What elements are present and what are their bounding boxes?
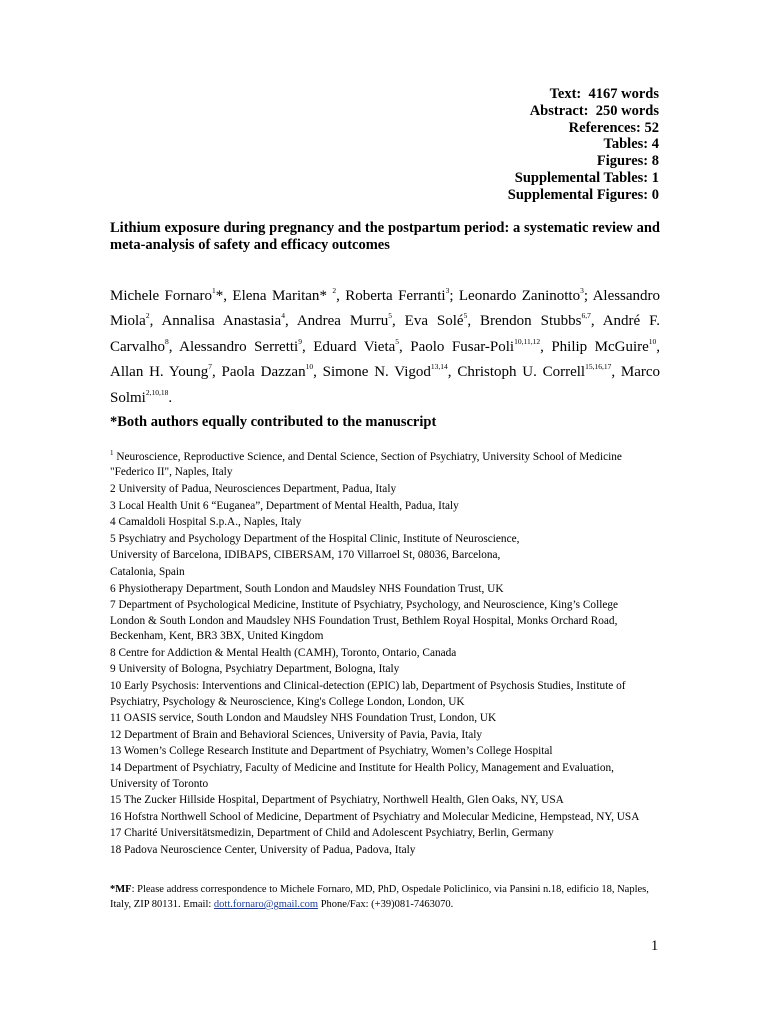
author-affiliation-ref: 2 xyxy=(145,311,150,321)
author-name: Eduard Vieta xyxy=(313,338,396,355)
author-name: Roberta Ferranti xyxy=(345,288,446,304)
author-name: Allan H. Young xyxy=(110,364,209,381)
author xyxy=(332,288,345,304)
author-affiliation-ref: 7 xyxy=(208,362,212,372)
author-affiliation-ref: 6,7 xyxy=(581,311,591,321)
author-separator: , xyxy=(590,313,603,330)
affiliation-text: 14 Department of Psychiatry, Faculty of Medicine and Institute for Health Policy, Management and Evaluation, University of Toronto xyxy=(110,762,614,790)
affiliation-text: 3 Local Health Unit 6 “Euganea”, Department of Mental Health, Padua, Italy xyxy=(110,499,459,512)
stat-label: Supplemental Figures: xyxy=(507,186,649,203)
affiliation xyxy=(110,582,650,598)
correspondence-text: : Please address correspondence to Michele Fornaro, MD, PhD, Ospedale Policlinico, via Pansini n.18, edificio 18, Naples, Italy, ZIP 80131. Email: xyxy=(110,884,649,910)
affiliation xyxy=(110,532,650,548)
affiliation xyxy=(110,826,650,842)
affiliation-text: 8 Centre for Addiction & Mental Health (CAMH), Toronto, Ontario, Canada xyxy=(110,646,457,659)
affiliation-text: Neuroscience, Reproductive Science, and Dental Science, Section of Psychiatry, University School of Medicine "Federico II", Naples, Italy xyxy=(110,450,622,479)
correspondence-note xyxy=(110,882,660,912)
author-separator: , xyxy=(284,313,297,330)
stat-value: 4167 words xyxy=(588,86,659,102)
equal-contribution-note: *Both authors equally contributed to the manuscript xyxy=(110,414,437,430)
affiliation-text: 10 Early Psychosis: Interventions and Clinical-detection (EPIC) lab, Department of Psychosis Studies, Institute of Psychiatry, Psychology & Neuroscience, King's College London, London, UK xyxy=(110,680,626,708)
stat-row xyxy=(508,120,659,137)
author-affiliation-ref: 5 xyxy=(388,311,392,321)
affiliation-text: 11 OASIS service, South London and Maudsley NHS Foundation Trust, London, UK xyxy=(110,712,497,725)
author xyxy=(179,336,314,355)
author xyxy=(323,364,458,380)
author-name: Elena Maritan xyxy=(232,288,320,304)
author-name: Andrea Murru xyxy=(296,313,389,330)
affiliation xyxy=(110,598,650,645)
affiliation-text: 9 University of Bologna, Psychiatry Department, Bologna, Italy xyxy=(110,663,400,676)
author-name: Alessandro Miola xyxy=(110,288,661,330)
author-separator: , xyxy=(336,288,346,304)
correspondence-marker: *MF xyxy=(110,884,132,895)
author-separator: , xyxy=(656,338,661,355)
author-affiliation-ref: 5 xyxy=(463,311,468,321)
page-number: 1 xyxy=(651,938,659,954)
author-name: Paola Dazzan xyxy=(221,364,306,381)
author-separator: *, xyxy=(215,288,233,304)
author-separator: * xyxy=(319,288,327,304)
author xyxy=(222,364,323,380)
author-name: Alessandro Serretti xyxy=(179,338,299,355)
author-separator: , xyxy=(399,338,411,355)
author-name: Brendon Stubbs xyxy=(480,313,582,330)
stat-value: 8 xyxy=(651,153,659,170)
stat-row xyxy=(508,86,659,103)
author-separator: , xyxy=(391,313,405,330)
affiliation xyxy=(110,662,650,678)
author xyxy=(297,313,405,329)
author-separator: , xyxy=(149,313,162,330)
author-affiliation-ref: 2,10,18 xyxy=(145,387,169,397)
author-separator: ; xyxy=(583,288,593,304)
author xyxy=(313,336,411,355)
stat-label: Tables: xyxy=(603,136,649,153)
author-separator: , xyxy=(540,338,552,355)
author-name: Marco Solmi xyxy=(110,364,661,406)
affiliation-text: 17 Charité Universitätsmedizin, Department of Child and Adolescent Psychiatry, Berlin, Germany xyxy=(110,827,554,840)
affiliation-text: 13 Women’s College Research Institute and Department of Psychiatry, Women’s College Hospital xyxy=(110,745,553,758)
affiliation xyxy=(110,679,650,710)
email-link[interactable]: dott.fornaro@gmail.com xyxy=(213,899,319,910)
affiliation xyxy=(110,843,650,859)
affiliation xyxy=(110,761,650,792)
affiliation-text: 5 Psychiatry and Psychology Department of the Hospital Clinic, Institute of Neuroscience, xyxy=(110,532,520,545)
affiliation-list xyxy=(110,446,650,860)
author-name: Annalisa Anastasia xyxy=(161,313,282,330)
author xyxy=(410,336,552,355)
author-separator: , xyxy=(447,364,458,381)
correspondence-phone: Phone/Fax: (+39)081-7463070. xyxy=(318,899,454,910)
author-separator: , xyxy=(611,364,621,381)
author-separator: . xyxy=(168,389,173,406)
stat-row xyxy=(508,103,659,120)
author-name: Eva Solé xyxy=(404,313,464,330)
affiliation-text: 18 Padova Neuroscience Center, University of Padua, Padova, Italy xyxy=(110,844,416,857)
author-name: Christoph U. Correll xyxy=(457,364,586,381)
affiliation xyxy=(110,482,650,498)
author xyxy=(161,313,296,329)
stat-value: 4 xyxy=(651,136,659,153)
author xyxy=(551,336,661,355)
stat-row xyxy=(508,170,659,187)
affiliation xyxy=(110,810,650,826)
stat-value: 250 words xyxy=(595,102,659,119)
author-separator: , xyxy=(301,338,314,355)
stat-row xyxy=(508,136,659,153)
affiliation-text: 7 Department of Psychological Medicine, Institute of Psychiatry, Psychology, and Neuroscience, King’s College London & South London and Maudsley NHS Foundation Trust, Bethlem Royal Hospital, Monks Orchard Road, Beckenham, Kent, BR3 3BX, United Kingdom xyxy=(110,599,619,643)
paper-title: Lithium exposure during pregnancy and the postpartum period: a systematic review and meta-analysis of safety and efficacy outcomes xyxy=(110,220,660,253)
affiliation-text: 4 Camaldoli Hospital S.p.A., Naples, Italy xyxy=(110,516,302,529)
affiliation xyxy=(110,515,650,531)
stat-label: Figures: xyxy=(596,153,649,170)
affiliation xyxy=(110,446,650,481)
author-name: Paolo Fusar-Poli xyxy=(410,338,515,355)
stat-row xyxy=(508,153,659,170)
author-affiliation-ref: 10 xyxy=(305,362,314,372)
author xyxy=(345,288,459,304)
stat-label: Abstract: xyxy=(529,102,589,119)
author xyxy=(405,313,480,329)
author-name: Philip McGuire xyxy=(551,338,649,355)
affiliation-text: 6 Physiotherapy Department, South London and Maudsley NHS Foundation Trust, UK xyxy=(110,582,504,595)
author-affiliation-ref: 13,14 xyxy=(430,362,448,372)
author-affiliation-ref: 1 xyxy=(212,286,216,295)
affiliation xyxy=(110,711,650,727)
stat-label: Text: xyxy=(549,86,582,102)
author-affiliation-ref: 15,16,17 xyxy=(585,362,612,372)
stat-label: References: xyxy=(568,119,641,136)
stat-value: 1 xyxy=(651,169,659,186)
affiliation-text: University of Barcelona, IDIBAPS, CIBERSAM, 170 Villarroel St, 08036, Barcelona, xyxy=(110,549,501,562)
author-affiliation-ref: 3 xyxy=(580,286,584,295)
author-affiliation-ref: 3 xyxy=(445,286,450,295)
author-list xyxy=(110,284,660,411)
affiliation xyxy=(110,793,650,809)
author-separator: , xyxy=(313,364,323,381)
author-separator: , xyxy=(211,364,222,381)
affiliation-number: 1 xyxy=(110,449,114,457)
author-separator: , xyxy=(467,313,481,330)
author xyxy=(110,364,222,380)
affiliation xyxy=(110,499,650,515)
author xyxy=(232,288,327,304)
stat-label: Supplemental Tables: xyxy=(514,169,649,186)
author-affiliation-ref: 9 xyxy=(298,336,302,346)
affiliation-text: 16 Hofstra Northwell School of Medicine, Department of Psychiatry and Molecular Medicine, Hempstead, NY, USA xyxy=(110,810,640,823)
author-name: Leonardo Zaninotto xyxy=(458,288,581,304)
affiliation-text: 2 University of Padua, Neurosciences Department, Padua, Italy xyxy=(110,482,397,495)
affiliation xyxy=(110,548,650,564)
affiliation xyxy=(110,565,650,581)
author-name: Simone N. Vigod xyxy=(322,364,431,381)
author-name: André F. Carvalho xyxy=(110,313,660,355)
affiliation xyxy=(110,646,650,662)
author-affiliation-ref: 8 xyxy=(164,336,169,346)
stat-row xyxy=(508,187,659,204)
author-separator: ; xyxy=(449,288,459,304)
affiliation-text: 15 The Zucker Hillside Hospital, Department of Psychiatry, Northwell Health, Glen Oaks, NY, USA xyxy=(110,794,564,807)
author-affiliation-ref: 2 xyxy=(332,286,337,295)
affiliation-text: 12 Department of Brain and Behavioral Sciences, University of Pavia, Pavia, Italy xyxy=(110,728,483,741)
author-separator: , xyxy=(168,338,180,355)
affiliation-text: Catalonia, Spain xyxy=(110,565,185,578)
author xyxy=(459,288,593,304)
stat-value: 0 xyxy=(651,186,659,203)
affiliation xyxy=(110,728,650,744)
author xyxy=(480,313,603,329)
author-affiliation-ref: 10 xyxy=(648,336,657,346)
author-affiliation-ref: 4 xyxy=(281,311,285,321)
author-affiliation-ref: 5 xyxy=(395,336,400,346)
manuscript-stats xyxy=(508,86,659,204)
affiliation xyxy=(110,744,650,760)
author-affiliation-ref: 10,11,12 xyxy=(514,336,541,346)
author xyxy=(110,288,232,304)
stat-value: 52 xyxy=(644,119,659,136)
author-name: Michele Fornaro xyxy=(110,288,213,304)
author xyxy=(457,364,621,380)
